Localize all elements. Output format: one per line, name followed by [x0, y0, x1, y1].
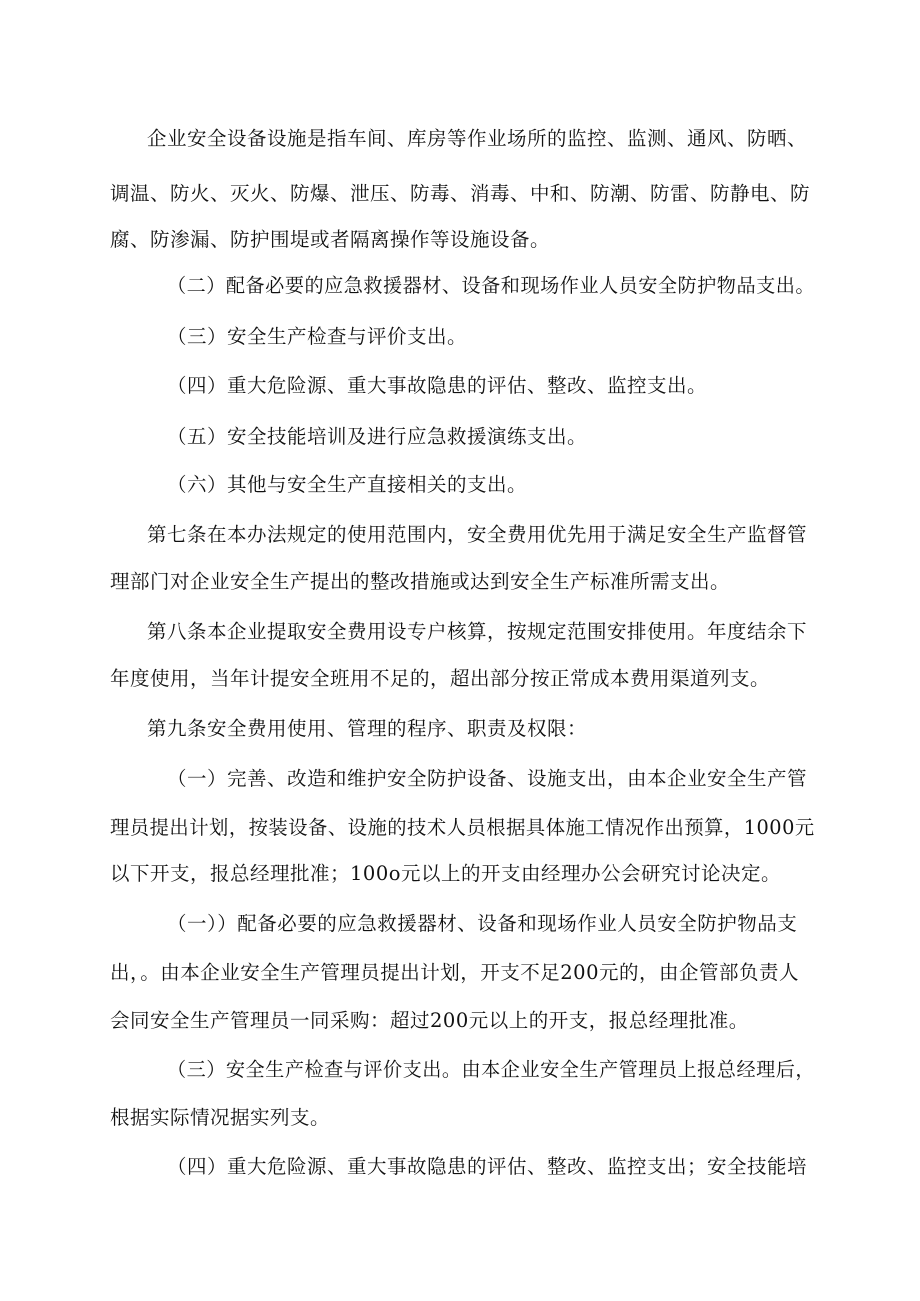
text-line: 第七条在本办法规定的使用范围内，安全费用优先用于满足安全生产监督管	[147, 523, 808, 546]
paragraph-article-9: 第九条安全费用使用、管理的程序、职责及权限：	[147, 717, 588, 740]
paragraph-subitem-4: （四）重大危险源、重大事故隐患的评估、整改、监控支出；安全技能培	[167, 1155, 808, 1178]
list-item-4: （四）重大危险源、重大事故隐患的评估、整改、监控支出。	[167, 374, 708, 397]
text-line: 出，。由本企业安全生产管理员提出计划，开支不足200元的，由企管部负责人	[110, 961, 799, 984]
text-line: 调温、防火、灭火、防爆、泄压、防毒、消毒、中和、防潮、防雷、防静电、防	[110, 182, 811, 205]
text-line: （一）完善、改造和维护安全防护设备、设施支出，由本企业安全生产管	[167, 767, 808, 790]
text-line: 以下开支，报总经理批准；100o元以上的开支由经理办公会研究讨论决定。	[110, 862, 781, 885]
list-item-5: （五）安全技能培训及进行应急救援演练支出。	[167, 425, 588, 448]
text-line: 理员提出计划，按装设备、设施的技术人员根据具体施工情况作出预算，1000元	[110, 816, 815, 839]
list-item-6: （六）其他与安全生产直接相关的支出。	[167, 473, 528, 496]
text-line: 会同安全生产管理员一同采购：超过200元以上的开支，报总经理批准。	[110, 1009, 749, 1032]
text-line: 根据实际情况据实列支。	[110, 1106, 331, 1129]
text-line: 企业安全设备设施是指车间、库房等作业场所的监控、监测、通风、防晒、	[147, 127, 808, 150]
text-line: 第八条本企业提取安全费用设专户核算，按规定范围安排使用。年度结余下	[147, 620, 808, 643]
text-line: 年度使用，当年计提安全班用不足的，超出部分按正常成本费用渠道列支。	[110, 667, 771, 690]
text-line: 理部门对企业安全生产提出的整改措施或达到安全生产标准所需支出。	[110, 570, 731, 593]
list-item-3: （三）安全生产检查与评价支出。	[167, 325, 468, 348]
text-line: 腐、防渗漏、防护围堤或者隔离操作等设施设备。	[110, 228, 551, 251]
text-line: （一））配备必要的应急救援器材、设备和现场作业人员安全防护物品支	[167, 912, 798, 935]
list-item-2: （二）配备必要的应急救援器材、设备和现场作业人员安全防护物品支出。	[167, 274, 816, 297]
text-line: （三）安全生产检查与评价支出。由本企业安全生产管理员上报总经理后，	[167, 1058, 816, 1081]
